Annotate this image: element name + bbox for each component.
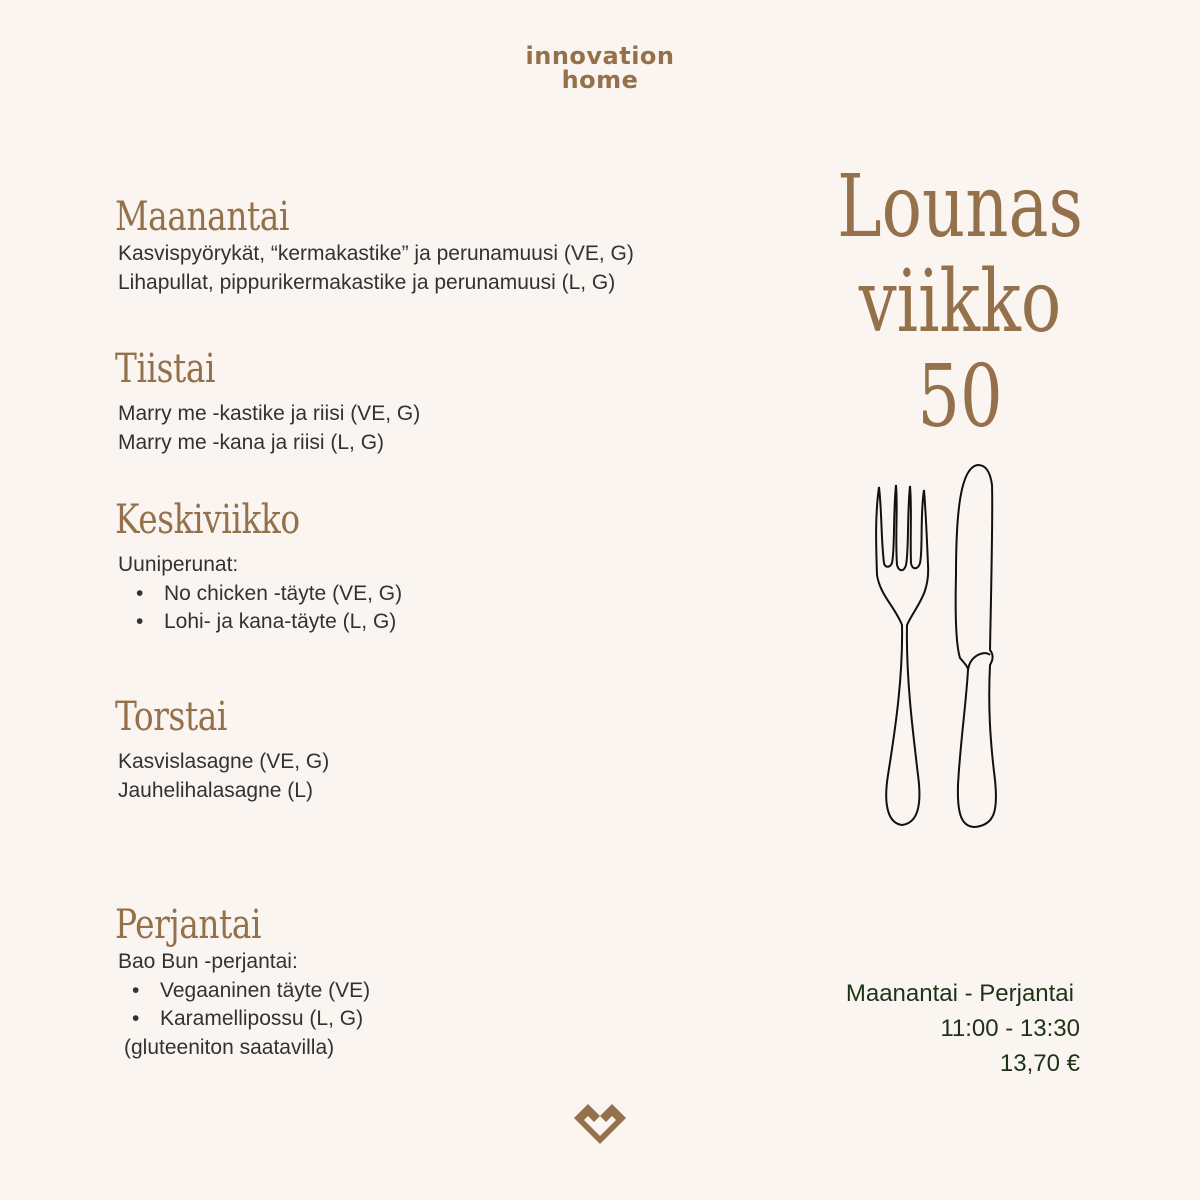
fork-and-knife-icon: [860, 455, 1010, 835]
brand-line-2: home: [561, 66, 639, 94]
menu-item: Kasvislasagne (VE, G): [118, 750, 330, 773]
brand-logo: [0, 44, 1200, 92]
menu-item: Marry me -kastike ja riisi (VE, G): [118, 402, 421, 425]
day-heading: Tiistai: [115, 346, 216, 392]
menu-item: • Karamellipossu (L, G): [118, 1005, 370, 1034]
day-heading: Maanantai: [115, 194, 290, 240]
menu-item: Jauhelihalasagne (L): [118, 778, 313, 802]
brand-line-1: innovation: [525, 42, 675, 70]
menu-item: • Vegaaninen täyte (VE): [118, 977, 370, 1006]
page-title: [800, 157, 1120, 447]
menu-item: • No chicken -täyte (VE, G): [118, 580, 402, 609]
menu-intro: Uuniperunat:: [118, 553, 239, 576]
hours-time: 11:00 - 13:30: [940, 1015, 1080, 1042]
day-heading: Torstai: [115, 694, 227, 740]
menu-intro: Bao Bun -perjantai:: [118, 950, 298, 973]
day-tuesday: [115, 346, 420, 457]
day-thursday: [115, 694, 329, 805]
hours-days: Maanantai - Perjantai: [845, 980, 1074, 1007]
day-heading: Keskiviikko: [115, 497, 300, 543]
menu-item: Lihapullat, pippurikermakastike ja perunamuusi (L, G): [118, 270, 616, 294]
heart-chevron-logo: [572, 1102, 628, 1148]
menu-note: (gluteeniton saatavilla): [124, 1035, 335, 1059]
day-wednesday: [115, 497, 402, 637]
day-monday: [115, 194, 634, 297]
title-line-1: Lounas: [837, 157, 1083, 257]
hours-price: 13,70 €: [999, 1050, 1080, 1077]
day-heading: Perjantai: [115, 902, 262, 948]
menu-item: • Lohi- ja kana-täyte (L, G): [118, 608, 402, 637]
title-line-2: viikko 50: [858, 252, 1062, 447]
day-friday: [115, 902, 370, 1062]
menu-item: Kasvispyörykät, “kermakastike” ja perunamuusi (VE, G): [118, 242, 634, 265]
opening-hours: [846, 976, 1080, 1081]
menu-item: Marry me -kana ja riisi (L, G): [118, 430, 385, 454]
